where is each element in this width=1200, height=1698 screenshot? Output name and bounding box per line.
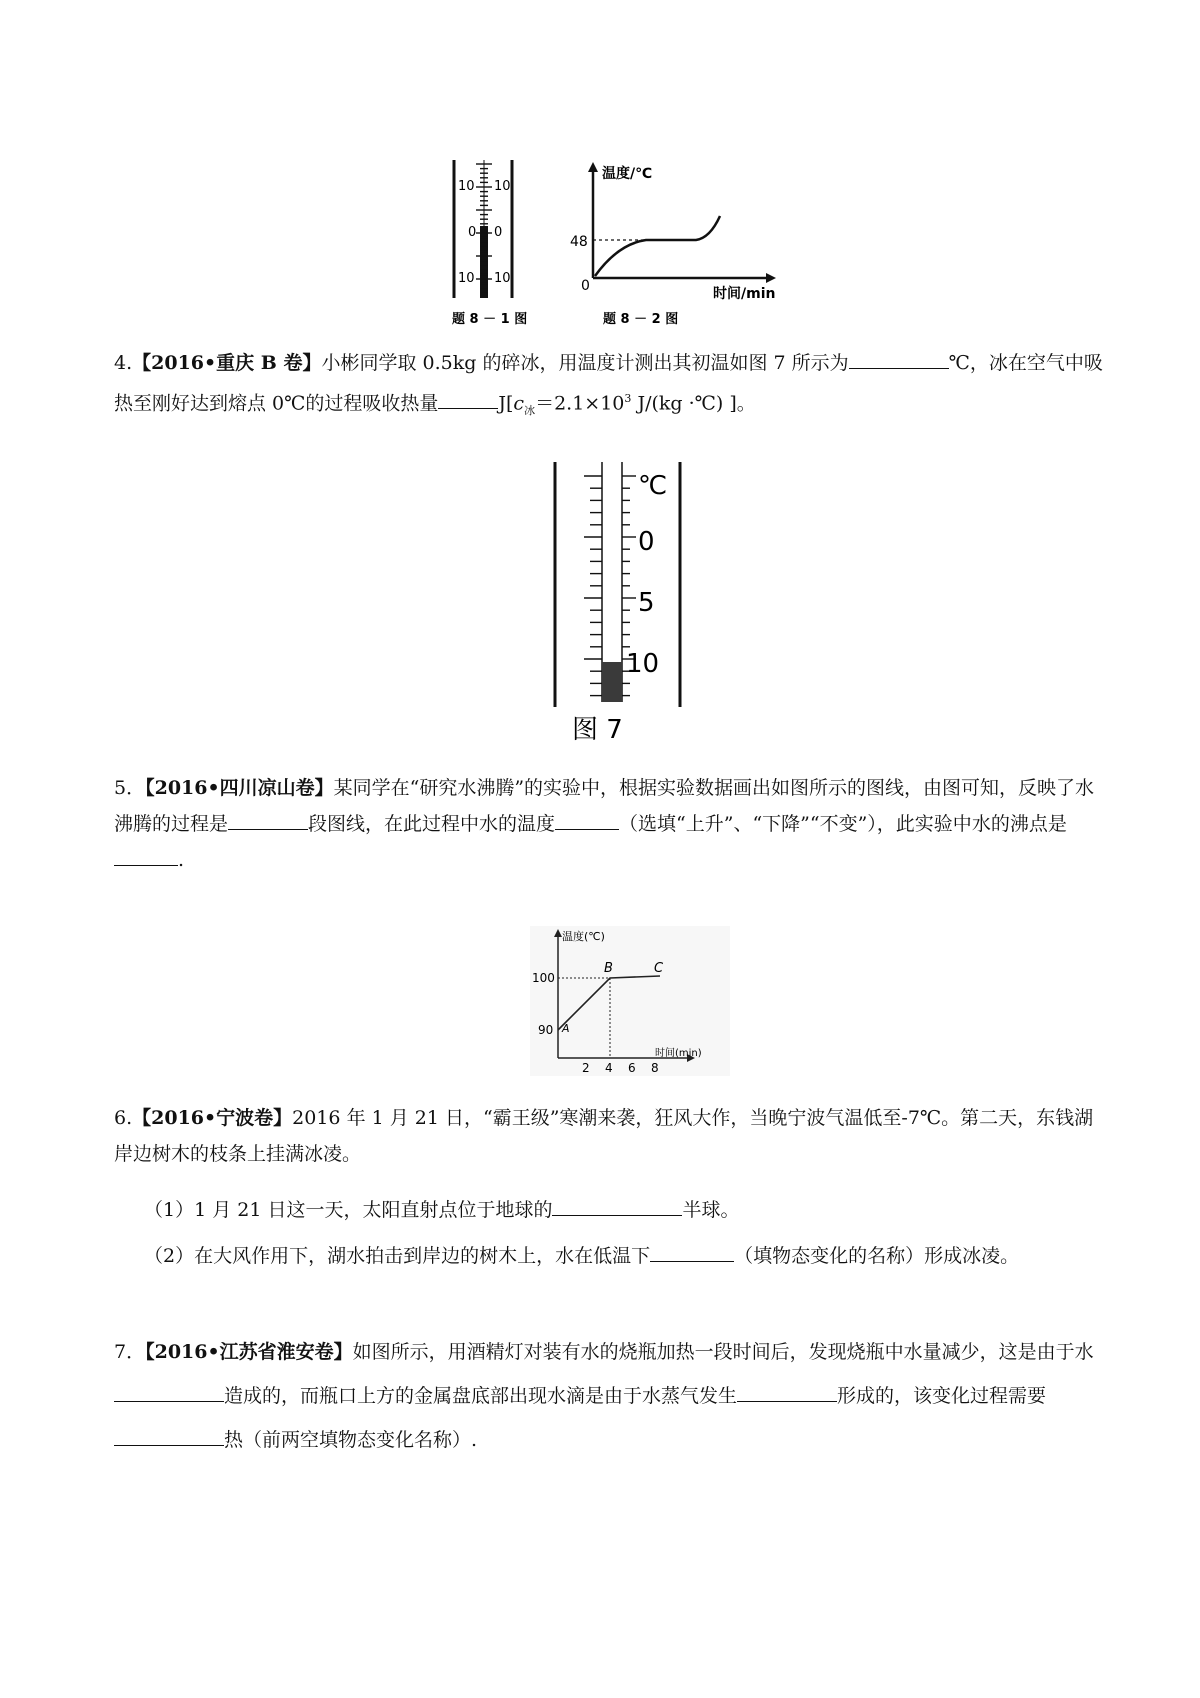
q7-blank-evaporation[interactable] (114, 1379, 224, 1402)
q6-source: 【2016•宁波卷】 (132, 1107, 293, 1129)
thermometer-7-liquid (602, 662, 622, 702)
figure-8 (448, 158, 818, 330)
q4-c-symbol: c (513, 392, 525, 415)
figure-8-svg (448, 158, 818, 330)
fig8-2-ytick-48: 48 (570, 234, 588, 250)
q5-text4: . (178, 849, 185, 871)
fig7-caption: 图 7 (572, 715, 623, 745)
q6-sub1-text-a: （1）1 月 21 日这一天，太阳直射点位于地球的 (144, 1199, 553, 1221)
q4-source: 【2016•重庆 B 卷】 (132, 352, 322, 374)
q4-text4: ＝2.1×10 (535, 392, 625, 415)
boiling-chart-ytick-100: 100 (532, 971, 555, 985)
boiling-chart-ylabel: 温度(℃) (562, 930, 605, 943)
fig7-unit: ℃ (638, 471, 668, 501)
fig7-tick-0: 0 (638, 527, 655, 557)
q5-source: 【2016•四川凉山卷】 (145, 777, 334, 799)
fig8-tick-bottom-right: 10 (494, 271, 511, 286)
fig8-2-ylabel: 温度/℃ (602, 166, 653, 182)
q7-text2: 造成的，而瓶口上方的金属盘底部出现水滴是由于水蒸气发生 (224, 1385, 738, 1407)
q4-text5: J/(kg ·℃) ]。 (631, 392, 756, 415)
figure-7-svg (550, 462, 690, 762)
q6-sub1-text-b: 半球。 (682, 1199, 740, 1221)
q6-sub2-text-b: （填物态变化的名称）形成冰凌。 (734, 1245, 1020, 1267)
question-5 (114, 770, 1104, 878)
question-4 (114, 345, 1104, 429)
q7-source: 【2016•江苏省淮安卷】 (145, 1341, 353, 1363)
fig8-2-origin: 0 (581, 278, 590, 294)
fig8-tick-bottom-left: 10 (458, 271, 475, 286)
q4-blank-heat[interactable] (438, 386, 498, 409)
figure-7 (550, 462, 690, 762)
q7-text3: 形成的，该变化过程需要 (837, 1385, 1047, 1407)
fig8-2-xlabel: 时间/min (713, 286, 776, 302)
boiling-chart-xtick-8: 8 (651, 1061, 659, 1075)
q5-number: 5． (114, 777, 146, 799)
q7-number: 7． (114, 1341, 146, 1363)
q6-subquestion-1 (144, 1192, 1104, 1228)
question-6 (114, 1100, 1104, 1172)
figure-boiling-chart (530, 926, 730, 1076)
q7-blank-condensation[interactable] (737, 1379, 837, 1402)
boiling-chart-svg (530, 926, 730, 1076)
fig7-tick-5: 5 (638, 588, 655, 618)
q6-blank-hemisphere[interactable] (552, 1193, 682, 1216)
boiling-chart-point-a: A (562, 1022, 570, 1035)
boiling-chart-xtick-6: 6 (628, 1061, 636, 1075)
q7-blank-heat-direction[interactable] (114, 1423, 224, 1446)
fig8-2-caption: 题 8 － 2 图 (603, 312, 679, 327)
boiling-chart-point-b: B (604, 961, 613, 976)
q4-exponent: 3 (624, 392, 632, 405)
fig8-tick-top-right: 10 (494, 179, 511, 194)
boiling-chart-xtick-4: 4 (605, 1061, 613, 1075)
q4-c-subscript: 冰 (524, 404, 536, 418)
q6-number: 6. (114, 1107, 133, 1129)
boiling-chart-ytick-90: 90 (538, 1023, 554, 1037)
q4-blank-temperature[interactable] (849, 346, 949, 369)
fig8-tick-top-left: 10 (458, 179, 475, 194)
q6-text1: 2016 年 1 月 21 日，“霸王级”寒潮来袭，狂风大作，当晚宁波气温低至-7℃。第二天，东钱湖岸边树木的枝条上挂满冰凌。 (114, 1107, 1094, 1165)
q7-text1: 如图所示，用酒精灯对装有水的烧瓶加热一段时间后，发现烧瓶中水量减少，这是由于水 (352, 1341, 1094, 1363)
q4-text3: J[ (498, 392, 514, 415)
q5-blank-segment[interactable] (228, 807, 308, 830)
q4-text1: 小彬同学取 0.5kg 的碎冰，用温度计测出其初温如图 7 所示为 (321, 352, 849, 374)
boiling-chart-point-c: C (654, 961, 664, 976)
q7-text4: 热（前两空填物态变化名称）. (224, 1429, 478, 1451)
q4-number: 4. (114, 352, 133, 374)
q5-blank-boiling-point[interactable] (114, 843, 178, 866)
q5-text3: （选填“上升”、“下降”“不变”），此实验中水的沸点是 (619, 813, 1067, 835)
q5-blank-temperature-change[interactable] (555, 807, 619, 830)
q6-blank-state-change[interactable] (650, 1239, 734, 1262)
fig8-2-curve (595, 216, 720, 276)
fig8-tick-zero-left: 0 (468, 225, 477, 240)
fig8-tick-zero-right: 0 (494, 225, 503, 240)
q5-text1: 某同学在“研究水沸腾”的实验中，根据实验数据画出如图所示的图线，由图可知，反映了水沸腾的过程是 (114, 777, 1095, 835)
fig7-tick-10: 10 (626, 649, 660, 679)
q6-sub2-text-a: （2）在大风作用下，湖水拍击到岸边的树木上，水在低温下 (144, 1245, 651, 1267)
boiling-chart-xtick-2: 2 (582, 1061, 590, 1075)
fig8-1-caption: 题 8 － 1 图 (452, 312, 528, 327)
question-7 (114, 1330, 1104, 1462)
q6-subquestion-2 (144, 1238, 1104, 1274)
q4-text2: ℃，冰在空气中吸热至刚好达到熔点 0℃的过程吸收热量 (114, 352, 1103, 415)
boiling-chart-xlabel: 时间(min) (655, 1048, 702, 1059)
q5-text2: 段图线，在此过程中水的温度 (308, 813, 556, 835)
